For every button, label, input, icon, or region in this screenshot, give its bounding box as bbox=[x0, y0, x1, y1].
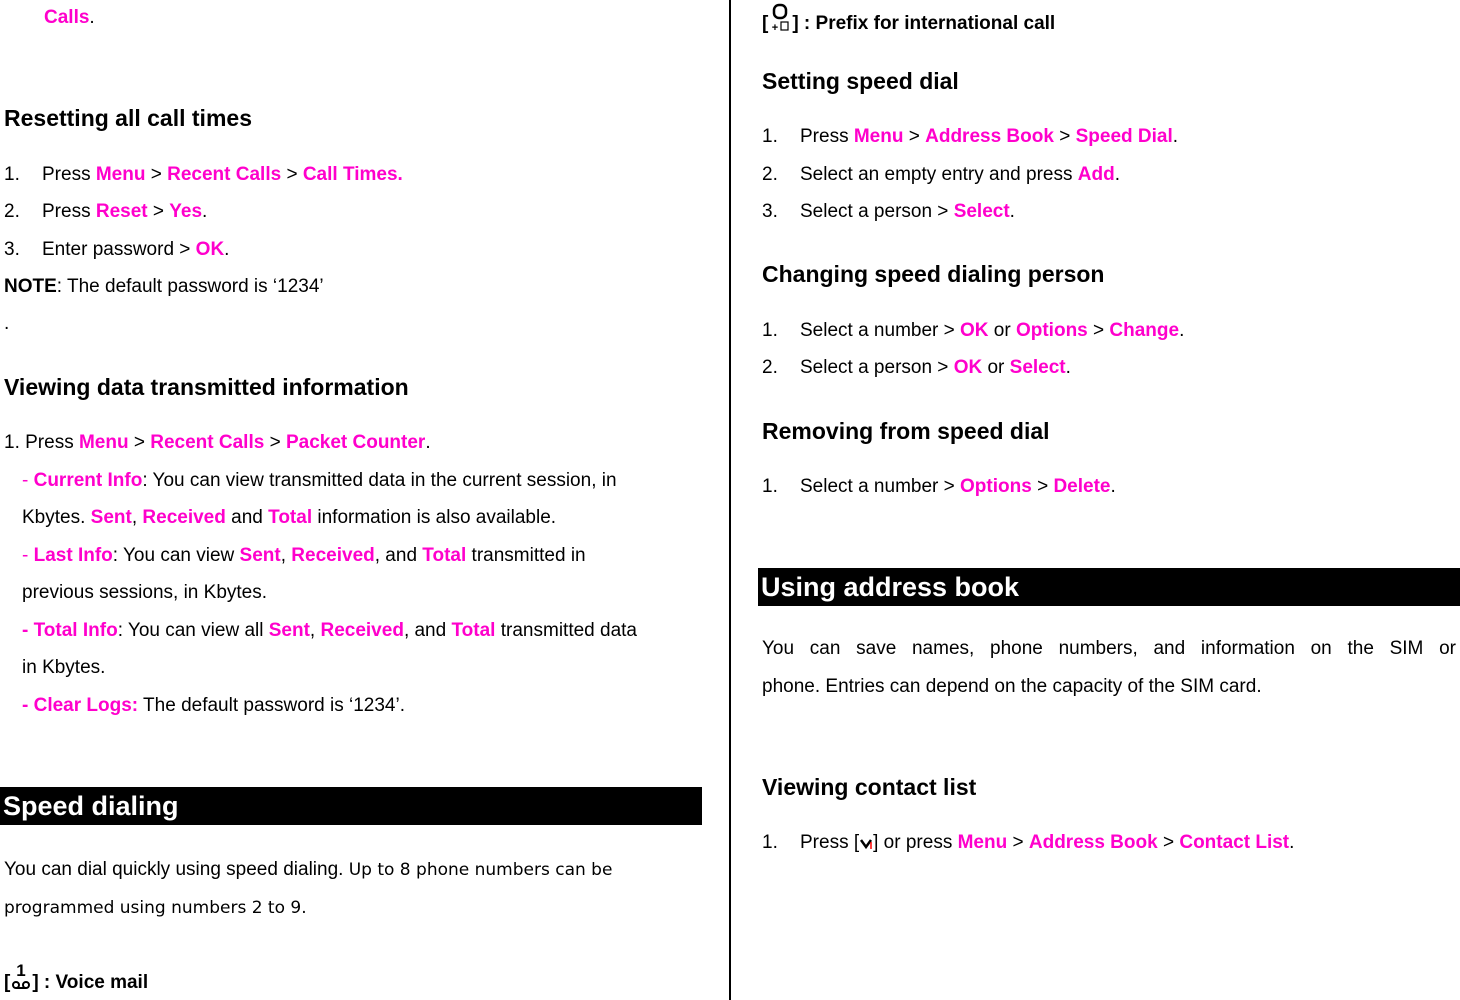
period: . bbox=[1289, 832, 1295, 853]
nav-down-key-icon bbox=[859, 834, 873, 858]
options-keyword: Options bbox=[960, 476, 1032, 497]
menu-keyword: Menu bbox=[957, 832, 1008, 853]
step-text: Select a person > bbox=[800, 357, 954, 378]
book-para-line-1: You can save names, phone numbers, and information on the SIM or bbox=[762, 638, 1456, 659]
sent-keyword: Sent bbox=[268, 620, 310, 641]
period: . bbox=[1114, 164, 1120, 185]
separator: , bbox=[131, 507, 143, 528]
separator: > bbox=[1031, 476, 1054, 497]
step-text: Enter password > bbox=[42, 239, 196, 260]
text: : You can view all bbox=[117, 620, 269, 641]
speed-para-line-1 bbox=[4, 859, 612, 881]
total-keyword: Total bbox=[422, 545, 467, 566]
remove-heading: Removing from speed dial bbox=[762, 418, 1050, 444]
period: . bbox=[89, 7, 95, 28]
packet-counter-keyword: Packet Counter bbox=[285, 432, 426, 453]
address-book-keyword: Address Book bbox=[925, 126, 1054, 147]
dash: - bbox=[22, 470, 34, 491]
separator: > bbox=[903, 126, 926, 147]
delete-keyword: Delete bbox=[1053, 476, 1111, 497]
last-info-line-2: previous sessions, in Kbytes. bbox=[22, 582, 268, 603]
speed-dialing-bar: Speed dialing bbox=[0, 787, 702, 825]
separator: > bbox=[147, 201, 170, 222]
voice-mail-line bbox=[4, 962, 148, 998]
last-info-line-1 bbox=[22, 545, 586, 567]
dash: - bbox=[22, 545, 34, 566]
period: . bbox=[425, 432, 431, 453]
svg-text:1: 1 bbox=[16, 962, 27, 980]
step-number: 2. bbox=[762, 164, 778, 185]
options-keyword: Options bbox=[1015, 320, 1088, 341]
separator: > bbox=[128, 432, 151, 453]
contact-heading: Viewing contact list bbox=[762, 774, 977, 800]
set-step-2 bbox=[762, 164, 1120, 186]
yes-keyword: Yes bbox=[169, 201, 203, 222]
stray-dot: . bbox=[4, 313, 10, 334]
call-times-keyword: Call Times. bbox=[302, 164, 403, 185]
remove-step-1 bbox=[762, 476, 1116, 498]
intl-prefix-line bbox=[762, 3, 1055, 39]
data-heading: Viewing data transmitted information bbox=[4, 374, 409, 400]
address-book-bar: Using address book bbox=[758, 568, 1460, 606]
text: transmitted data bbox=[495, 620, 637, 641]
separator: > bbox=[1053, 126, 1076, 147]
separator: > bbox=[145, 164, 168, 185]
text: Kbytes. bbox=[22, 507, 91, 528]
period: . bbox=[1110, 476, 1116, 497]
calls-tail bbox=[44, 7, 95, 29]
speed-para-line-2: programmed using numbers 2 to 9. bbox=[4, 898, 307, 918]
set-step-3 bbox=[762, 201, 1015, 223]
menu-keyword: Menu bbox=[95, 164, 146, 185]
total-keyword: Total bbox=[268, 507, 313, 528]
step-text: Press bbox=[19, 432, 79, 453]
separator: , and bbox=[374, 545, 423, 566]
change-keyword: Change bbox=[1109, 320, 1180, 341]
recent-calls-keyword: Recent Calls bbox=[150, 432, 265, 453]
column-divider bbox=[729, 0, 731, 1000]
period: . bbox=[1172, 126, 1179, 147]
separator: , bbox=[280, 545, 292, 566]
ok-keyword: OK bbox=[953, 357, 983, 378]
step-text: ] or press bbox=[873, 832, 958, 853]
set-step-1 bbox=[762, 126, 1178, 148]
step-number: 1. bbox=[4, 432, 20, 453]
reset-step-3 bbox=[4, 239, 229, 261]
received-keyword: Received bbox=[291, 545, 375, 566]
total-info-line-2: in Kbytes. bbox=[22, 657, 106, 678]
reset-heading: Resetting all call times bbox=[4, 105, 252, 131]
step-number: 1. bbox=[762, 832, 778, 853]
total-keyword: Total bbox=[451, 620, 496, 641]
step-number: 1. bbox=[762, 476, 778, 497]
separator: , and bbox=[403, 620, 452, 641]
step-text: Press bbox=[42, 164, 96, 185]
current-info-line-1 bbox=[22, 470, 617, 492]
change-heading: Changing speed dialing person bbox=[762, 261, 1105, 287]
reset-step-1 bbox=[4, 164, 403, 186]
received-keyword: Received bbox=[142, 507, 226, 528]
step-number: 1. bbox=[762, 126, 778, 147]
sent-keyword: Sent bbox=[90, 507, 132, 528]
sent-keyword: Sent bbox=[239, 545, 281, 566]
select-keyword: Select bbox=[953, 201, 1010, 222]
separator: or bbox=[982, 357, 1010, 378]
text: Up to 8 phone numbers can be bbox=[348, 860, 613, 880]
period: . bbox=[224, 239, 230, 260]
step-number: 1. bbox=[4, 164, 20, 185]
address-book-keyword: Address Book bbox=[1028, 832, 1158, 853]
intl-prefix-label: ] : Prefix for international call bbox=[792, 13, 1056, 34]
reset-keyword: Reset bbox=[95, 201, 148, 222]
separator: > bbox=[281, 164, 303, 185]
contact-step-1 bbox=[762, 832, 1294, 858]
period: . bbox=[1179, 320, 1185, 341]
note-label: NOTE bbox=[4, 276, 57, 297]
recent-calls-keyword: Recent Calls bbox=[167, 164, 282, 185]
step-number: 3. bbox=[4, 239, 20, 260]
last-info-label: Last Info bbox=[33, 545, 113, 566]
text: transmitted in bbox=[466, 545, 586, 566]
calls-keyword: Calls bbox=[44, 7, 90, 28]
step-number: 1. bbox=[762, 320, 778, 341]
total-info-line-1 bbox=[22, 620, 637, 642]
current-info-text: : You can view transmitted data in the current session, in bbox=[142, 470, 617, 491]
text: The default password is ‘1234’. bbox=[138, 695, 405, 716]
note bbox=[4, 276, 324, 298]
add-keyword: Add bbox=[1077, 164, 1115, 185]
contact-list-keyword: Contact List bbox=[1179, 832, 1290, 853]
period: . bbox=[202, 201, 208, 222]
separator: > bbox=[264, 432, 286, 453]
text: : You can view bbox=[112, 545, 240, 566]
change-step-1 bbox=[762, 320, 1184, 342]
key-0-plus-icon bbox=[768, 3, 792, 39]
period: . bbox=[1065, 357, 1071, 378]
set-heading: Setting speed dial bbox=[762, 68, 959, 94]
clear-logs bbox=[22, 695, 405, 717]
step-text: Press bbox=[42, 201, 96, 222]
separator: > bbox=[1007, 832, 1029, 853]
ok-keyword: OK bbox=[195, 239, 225, 260]
data-step-1 bbox=[4, 432, 431, 454]
text: information is also available. bbox=[312, 507, 557, 528]
select-keyword: Select bbox=[1009, 357, 1066, 378]
separator: > bbox=[1157, 832, 1180, 853]
step-text: Press [ bbox=[800, 832, 860, 853]
step-text: Select an empty entry and press bbox=[800, 164, 1078, 185]
key-1-voicemail-icon bbox=[10, 962, 32, 998]
book-para-line-2: phone. Entries can depend on the capacity of the SIM card. bbox=[762, 676, 1262, 697]
speed-dial-keyword: Speed Dial bbox=[1075, 126, 1173, 147]
text: You can dial quickly using speed dialing. bbox=[4, 859, 349, 880]
step-number: 3. bbox=[762, 201, 778, 222]
svg-text:+: + bbox=[772, 22, 779, 33]
note-text: : The default password is ‘1234’ bbox=[56, 276, 324, 297]
menu-keyword: Menu bbox=[78, 432, 129, 453]
step-text: Select a number > bbox=[800, 476, 961, 497]
step-number: 2. bbox=[4, 201, 20, 222]
bracket: [ bbox=[762, 13, 769, 34]
clear-logs-label: - Clear Logs: bbox=[22, 695, 139, 716]
received-keyword: Received bbox=[320, 620, 404, 641]
separator: and bbox=[225, 507, 269, 528]
change-step-2 bbox=[762, 357, 1071, 379]
bracket: [ bbox=[4, 972, 11, 993]
separator: > bbox=[1087, 320, 1110, 341]
separator: or bbox=[988, 320, 1016, 341]
ok-keyword: OK bbox=[960, 320, 989, 341]
separator: , bbox=[309, 620, 321, 641]
step-text: Select a number > bbox=[800, 320, 961, 341]
total-info-label: - Total Info bbox=[22, 620, 118, 641]
current-info-line-2 bbox=[22, 507, 556, 529]
menu-keyword: Menu bbox=[853, 126, 904, 147]
step-text: Press bbox=[800, 126, 854, 147]
reset-step-2 bbox=[4, 201, 207, 223]
period: . bbox=[1009, 201, 1015, 222]
current-info-label: Current Info bbox=[33, 470, 143, 491]
voice-mail-label: ] : Voice mail bbox=[32, 972, 149, 993]
step-number: 2. bbox=[762, 357, 778, 378]
step-text: Select a person > bbox=[800, 201, 954, 222]
